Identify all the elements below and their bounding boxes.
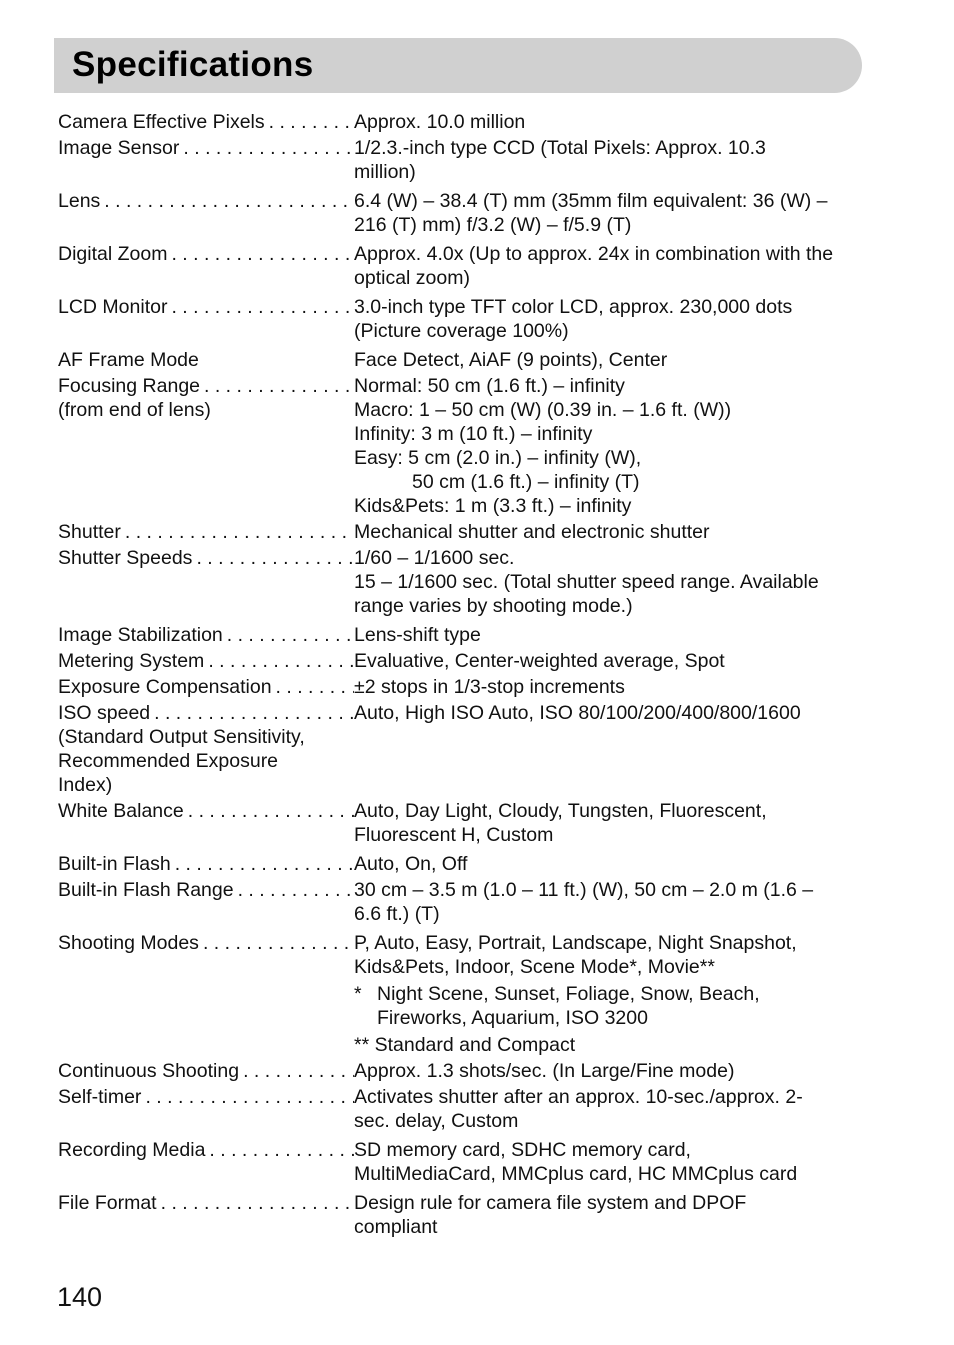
dot-leader bbox=[150, 701, 354, 725]
spec-label: Exposure Compensation bbox=[58, 676, 272, 698]
dot-leader bbox=[234, 878, 354, 902]
footnote-movie: ** Standard and Compact bbox=[354, 1034, 576, 1056]
footnote-scene-mode bbox=[354, 982, 858, 1030]
spec-value: Auto, Day Light, Cloudy, Tungsten, Fluorescent, bbox=[354, 800, 767, 822]
footnote-text: Fireworks, Aquarium, ISO 3200 bbox=[377, 1007, 648, 1029]
dot-leader bbox=[192, 546, 354, 570]
dot-leader bbox=[141, 1085, 354, 1109]
spec-list bbox=[58, 110, 858, 1239]
spec-label: AF Frame Mode bbox=[58, 349, 199, 371]
spec-label: Built-in Flash bbox=[58, 853, 171, 875]
spec-value: 50 cm (1.6 ft.) – infinity (T) bbox=[412, 471, 640, 493]
spec-label: Shooting Modes bbox=[58, 932, 199, 954]
spec-row-lens bbox=[58, 189, 858, 237]
spec-row-image-sensor bbox=[58, 136, 858, 184]
spec-value: Approx. 10.0 million bbox=[354, 111, 526, 133]
dot-leader bbox=[167, 295, 354, 319]
spec-row-exposure-compensation bbox=[58, 675, 858, 699]
spec-label: Focusing Range bbox=[58, 375, 201, 397]
dot-leader bbox=[121, 520, 354, 544]
spec-value: Mechanical shutter and electronic shutter bbox=[354, 521, 710, 543]
spec-row-af-frame-mode bbox=[58, 348, 858, 372]
spec-label: ISO speed bbox=[58, 702, 151, 724]
spec-label: Recording Media bbox=[58, 1139, 206, 1161]
spec-row-camera-effective-pixels bbox=[58, 110, 858, 134]
spec-value: sec. delay, Custom bbox=[354, 1110, 519, 1132]
spec-row-recording-media bbox=[58, 1138, 858, 1186]
spec-value: 216 (T) mm) f/3.2 (W) – f/5.9 (T) bbox=[354, 214, 632, 236]
spec-label: LCD Monitor bbox=[58, 296, 168, 318]
spec-value: optical zoom) bbox=[354, 267, 470, 289]
dot-leader bbox=[205, 1138, 354, 1162]
spec-label-sub: Index) bbox=[58, 774, 113, 796]
spec-row-iso-speed bbox=[58, 701, 858, 797]
dot-leader bbox=[265, 110, 354, 134]
spec-value: compliant bbox=[354, 1216, 438, 1238]
spec-label: Image Stabilization bbox=[58, 624, 223, 646]
spec-value: ±2 stops in 1/3-stop increments bbox=[354, 676, 625, 698]
spec-value: P, Auto, Easy, Portrait, Landscape, Night Snapshot, bbox=[354, 932, 797, 954]
spec-value: Design rule for camera file system and DPOF bbox=[354, 1192, 747, 1214]
spec-label: Digital Zoom bbox=[58, 243, 168, 265]
spec-row-shutter-speeds bbox=[58, 546, 858, 618]
dot-leader bbox=[171, 852, 354, 876]
spec-value: Auto, On, Off bbox=[354, 853, 468, 875]
dot-leader bbox=[100, 189, 354, 213]
spec-value: Macro: 1 – 50 cm (W) (0.39 in. – 1.6 ft. (W)) bbox=[354, 399, 732, 421]
spec-row-image-stabilization bbox=[58, 623, 858, 647]
spec-value: (Picture coverage 100%) bbox=[354, 320, 569, 342]
spec-value: Evaluative, Center-weighted average, Spot bbox=[354, 650, 725, 672]
spec-label: Self-timer bbox=[58, 1086, 142, 1108]
title-bar bbox=[54, 38, 862, 93]
spec-row-built-in-flash-range bbox=[58, 878, 858, 926]
spec-row-metering-system bbox=[58, 649, 858, 673]
spec-row-digital-zoom bbox=[58, 242, 858, 290]
dot-leader bbox=[239, 1059, 354, 1083]
dot-leader bbox=[157, 1191, 354, 1215]
spec-value: Auto, High ISO Auto, ISO 80/100/200/400/800/1600 bbox=[354, 702, 801, 724]
spec-row-white-balance bbox=[58, 799, 858, 847]
spec-row-lcd-monitor bbox=[58, 295, 858, 343]
spec-value: Easy: 5 cm (2.0 in.) – infinity (W), bbox=[354, 447, 642, 469]
spec-value: Approx. 1.3 shots/sec. (In Large/Fine mode) bbox=[354, 1060, 735, 1082]
spec-label-sub: (Standard Output Sensitivity, bbox=[58, 726, 305, 748]
spec-row-built-in-flash bbox=[58, 852, 858, 876]
page-title: Specifications bbox=[72, 45, 314, 84]
dot-leader bbox=[223, 623, 354, 647]
spec-value: Face Detect, AiAF (9 points), Center bbox=[354, 349, 668, 371]
spec-label: Built-in Flash Range bbox=[58, 879, 234, 901]
dot-leader bbox=[184, 799, 354, 823]
dot-leader bbox=[204, 649, 354, 673]
spec-value: Activates shutter after an approx. 10-sec./approx. 2- bbox=[354, 1086, 803, 1108]
spec-label: Continuous Shooting bbox=[58, 1060, 240, 1082]
spec-row-shooting-modes bbox=[58, 931, 858, 1057]
dot-leader bbox=[199, 931, 354, 955]
spec-label: Shutter Speeds bbox=[58, 547, 193, 569]
spec-value: 1/60 – 1/1600 sec. bbox=[354, 547, 515, 569]
spec-value: SD memory card, SDHC memory card, bbox=[354, 1139, 691, 1161]
spec-label: File Format bbox=[58, 1192, 157, 1214]
spec-row-continuous-shooting bbox=[58, 1059, 858, 1083]
spec-value: range varies by shooting mode.) bbox=[354, 595, 633, 617]
spec-value: MultiMediaCard, MMCplus card, HC MMCplus card bbox=[354, 1163, 798, 1185]
page-number: 140 bbox=[57, 1282, 103, 1312]
spec-label: Camera Effective Pixels bbox=[58, 111, 265, 133]
spec-label: Lens bbox=[58, 190, 101, 212]
spec-value: Infinity: 3 m (10 ft.) – infinity bbox=[354, 423, 593, 445]
spec-value: Kids&Pets: 1 m (3.3 ft.) – infinity bbox=[354, 495, 632, 517]
spec-value: 6.6 ft.) (T) bbox=[354, 903, 440, 925]
spec-value: Kids&Pets, Indoor, Scene Mode*, Movie** bbox=[354, 956, 715, 978]
footnote-marker: * bbox=[354, 983, 362, 1005]
spec-label-sub: (from end of lens) bbox=[58, 399, 211, 421]
spec-value: 1/2.3.-inch type CCD (Total Pixels: Approx. 10.3 bbox=[354, 137, 766, 159]
spec-row-shutter bbox=[58, 520, 858, 544]
spec-label: Metering System bbox=[58, 650, 205, 672]
spec-label: Image Sensor bbox=[58, 137, 180, 159]
spec-label-sub: Recommended Exposure bbox=[58, 750, 279, 772]
spec-label: Shutter bbox=[58, 521, 121, 543]
spec-value: 30 cm – 3.5 m (1.0 – 11 ft.) (W), 50 cm – 2.0 m (1.6 – bbox=[354, 879, 814, 901]
dot-leader bbox=[167, 242, 354, 266]
dot-leader bbox=[179, 136, 354, 160]
spec-value: 6.4 (W) – 38.4 (T) mm (35mm film equivalent: 36 (W) – bbox=[354, 190, 828, 212]
spec-value: 15 – 1/1600 sec. (Total shutter speed range. Available bbox=[354, 571, 819, 593]
spec-value: 3.0-inch type TFT color LCD, approx. 230,000 dots bbox=[354, 296, 793, 318]
spec-row-self-timer bbox=[58, 1085, 858, 1133]
dot-leader bbox=[272, 675, 354, 699]
spec-value: Lens-shift type bbox=[354, 624, 481, 646]
spec-value: Approx. 4.0x (Up to approx. 24x in combination with the bbox=[354, 243, 834, 265]
spec-row-file-format bbox=[58, 1191, 858, 1239]
spec-value: million) bbox=[354, 161, 416, 183]
spec-value: Fluorescent H, Custom bbox=[354, 824, 554, 846]
footnote-text: Night Scene, Sunset, Foliage, Snow, Beach, bbox=[377, 983, 760, 1005]
spec-value: Normal: 50 cm (1.6 ft.) – infinity bbox=[354, 375, 625, 397]
spec-row-focusing-range bbox=[58, 374, 858, 518]
dot-leader bbox=[200, 374, 354, 398]
spec-label: White Balance bbox=[58, 800, 184, 822]
